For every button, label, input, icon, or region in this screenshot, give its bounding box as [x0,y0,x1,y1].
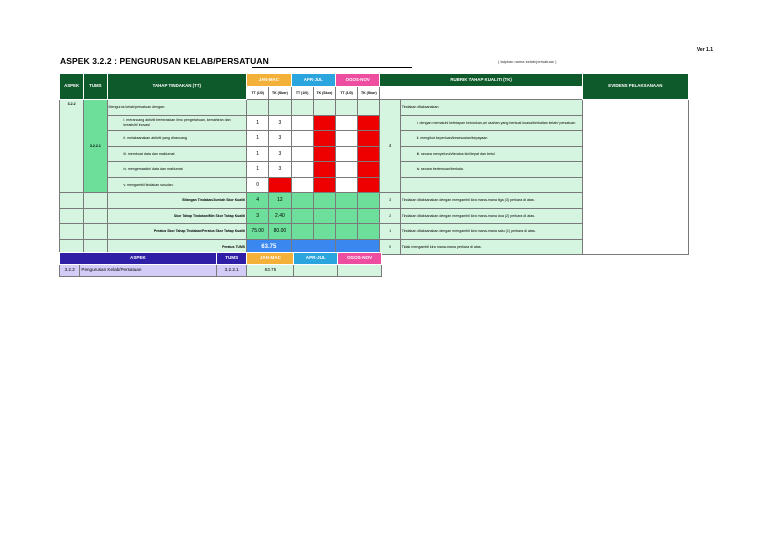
jan-tt-summary: 75.00 [247,224,269,240]
activity-label: v. mengambil tindakan susulan. [107,177,247,193]
apr-tt-cell[interactable] [291,162,313,178]
rubric-score: 2 [380,208,400,224]
tahap-header: TAHAP TINDAKAN (TT) [107,74,247,100]
summary-label: Peratus Skor Tahap Tindakan/Peratus Skor Tahap Kualiti [107,224,247,240]
apr-tk-cell[interactable] [313,115,335,131]
apr-tk-cell[interactable] [313,177,335,193]
ogos-tt-cell[interactable] [336,131,358,147]
rubric-desc: Tidak mengambil kira mana-mana perkara di atas. [400,239,582,255]
tk-subheader: TK (Skor) [358,87,380,100]
jan-tk-summary: 80.00 [269,224,291,240]
jan-tk-cell[interactable]: 3 [269,162,291,178]
apr-tt-cell[interactable] [291,131,313,147]
jan-tk-summary: 12 [269,193,291,209]
summary-label: Skor Tahap Tindakan/Min Skor Tahap Kualiti [107,208,247,224]
ogos-tk-cell[interactable] [358,162,380,178]
ogos-tk-cell[interactable] [358,146,380,162]
jan-tt-summary: 3 [247,208,269,224]
jan-tt-summary: 4 [247,193,269,209]
tk-subheader: TK (Skor) [313,87,335,100]
club-name-underline[interactable] [252,67,412,68]
summary-tums-code: 3.2.2.1 [216,265,247,277]
summary-jan-header: JAN-MAC [247,253,294,265]
rubric-score-4: 4 [380,100,400,193]
apr-tt-cell[interactable] [291,177,313,193]
activity-label: iv. mengemaskini data dan maklumat [107,162,247,178]
summary-jan-value: 63.75 [247,265,294,277]
summary-aspek-code: 3.2.2 [60,265,80,277]
ogos-tk-cell[interactable] [358,131,380,147]
summary-apr-value [294,265,338,277]
table-row [60,100,689,116]
evidens-cell[interactable] [582,100,688,255]
rubric-score: 3 [380,193,400,209]
rubric-intro: Tindakan dilaksanakan: [400,100,582,116]
rubrik-header: RUBRIK TAHAP KUALITI (TK) [380,74,582,87]
activity-label: iii. membuat data dan maklumat [107,146,247,162]
summary-tums-header: TUMS [216,253,247,265]
summary-aspek-name: Pengurusan Kelab/Persatuan [80,265,217,277]
rubric-item: iv. secara berterusan/berkala. [400,162,582,178]
ogos-tt-cell[interactable] [336,146,358,162]
club-name-hint: ( taipkan nama kelab/persatuan ) [498,59,557,64]
rubric-desc: Tindakan dilaksanakan dengan mengambil kira mana-mana satu (1) perkara di atas. [400,224,582,240]
evidens-header: EVIDENS PELAKSANAAN [582,74,688,100]
jan-tt-cell[interactable]: 0 [247,177,269,193]
tk-subheader: TK (Skor) [269,87,291,100]
ogos-tt-cell[interactable] [336,162,358,178]
rubric-desc: Tindakan dilaksanakan dengan mengambil kira mana-mana tiga (3) perkara di atas. [400,193,582,209]
table-header-row [60,74,689,87]
jan-tt-cell[interactable]: 1 [247,115,269,131]
jan-tk-cell[interactable]: 3 [269,115,291,131]
jan-tt-cell[interactable]: 1 [247,146,269,162]
rubric-desc: Tindakan dilaksanakan dengan mengambil kira mana-mana dua (2) perkara di atas. [400,208,582,224]
jan-tt-cell[interactable]: 1 [247,162,269,178]
version-label: Ver 1.1 [696,47,713,53]
ogos-tt-cell[interactable] [336,177,358,193]
ogos-tk-cell[interactable] [358,115,380,131]
activity-label: i. merancang aktiviti berteraskan ilmu pengetahuan, kemahiran dan kreativiti/ inovasi [107,115,247,131]
jan-mac-header: JAN-MAC [247,74,291,87]
jan-tt-cell[interactable]: 1 [247,131,269,147]
summary-apr-header: APR-JUL [294,253,338,265]
jan-tk-summary: 2.40 [269,208,291,224]
tums-code-cell: 3.2.2.1 [84,100,107,193]
rubric-item: iii. secara menyeluruh/teratus kini/tepat dan betul [400,146,582,162]
summary-label: Bilangan Tindakan/Jumlah Skor Kualiti [107,193,247,209]
summary-header-row [60,253,382,265]
apr-tk-cell[interactable] [313,162,335,178]
summary-table [59,252,382,277]
apr-tk-cell[interactable] [313,146,335,162]
assessment-table [59,73,689,255]
jan-tk-cell[interactable]: 3 [269,146,291,162]
tt-subheader: TT (1/0) [247,87,269,100]
apr-jul-header: APR-JUL [291,74,335,87]
rubric-item: ii. mengikut keperluan/kesesuaian/kepayaan [400,131,582,147]
rubric-score: 0 [380,239,400,255]
summary-aspek-header: ASPEK [60,253,217,265]
ogos-nov-header: OGOS-NOV [336,74,380,87]
ogos-tk-cell[interactable] [358,177,380,193]
summary-ogos-header: OGOS-NOV [338,253,382,265]
page-title: ASPEK 3.2.2 : PENGURUSAN KELAB/PERSATUAN [60,56,269,66]
rubrik-subheader-blank [380,87,582,100]
apr-tt-cell[interactable] [291,146,313,162]
summary-data-row [60,265,382,277]
ogos-tt-cell[interactable] [336,115,358,131]
summary-ogos-value [338,265,382,277]
rubric-score: 1 [380,224,400,240]
intro-text: Mengurus kelab/persatuan dengan: [107,100,247,116]
summary-label: Peratus TUMS [107,239,247,255]
tt-subheader: TT (1/0) [336,87,358,100]
rubric-item: i. dengan mematuhi ketetapan keturukan,ari usahan yang berkuat kuasa/berkaitan kelab/ persatuan [400,115,582,131]
apr-tt-cell[interactable] [291,115,313,131]
jan-tk-cell[interactable] [269,177,291,193]
activity-label: ii. melaksanakan aktiviti yang dirancang [107,131,247,147]
aspek-header: ASPEK [60,74,84,100]
jan-tk-cell[interactable]: 3 [269,131,291,147]
tums-header: TUMS [84,74,107,100]
jan-tums-percent: 63.75 [247,239,291,255]
tt-subheader: TT (1/0) [291,87,313,100]
apr-tk-cell[interactable] [313,131,335,147]
aspek-code-cell: 3.2.2 [60,100,84,193]
